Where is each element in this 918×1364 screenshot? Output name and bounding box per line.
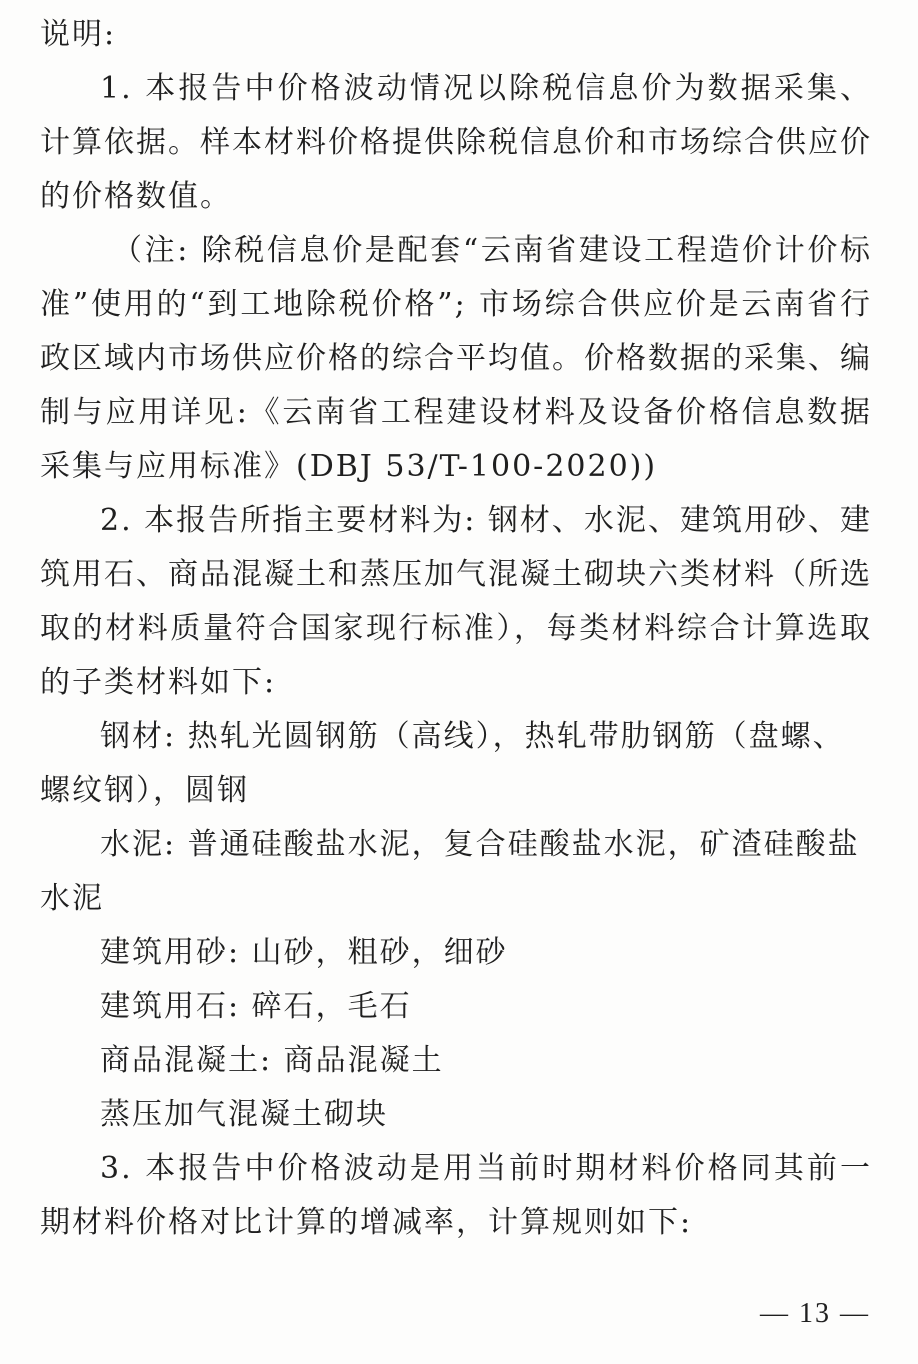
paragraph-3: 3. 本报告中价格波动是用当前时期材料价格同其前一期材料价格对比计算的增减率，计算规则如下: <box>40 1151 872 1240</box>
paragraph-1: 1. 本报告中价格波动情况以除税信息价为数据采集、计算依据。样本材料价格提供除税信息价和市场综合供应价的价格数值。 <box>40 71 872 214</box>
material-aerated-block: 蒸压加气混凝土砌块 <box>100 1097 388 1132</box>
material-stone: 建筑用石: 碎石，毛石 <box>100 989 412 1024</box>
material-sand: 建筑用砂: 山砂，粗砂，细砂 <box>100 935 508 970</box>
paragraph-note: （注: 除税信息价是配套“云南省建设工程造价计价标准”使用的“到工地除税价格”; 市场综合供应价是云南省行政区域内市场供应价格的综合平均值。价格数据的采集、编制与应用详见:《云南省工程建设材料及设备价格信息数据采集与应用标准》(DBJ 53/T-100-2020)) <box>40 233 872 484</box>
material-steel: 钢材: 热轧光圆钢筋（高线），热轧带肋钢筋（盘螺、螺纹钢），圆钢 <box>40 719 845 808</box>
material-cement: 水泥: 普通硅酸盐水泥，复合硅酸盐水泥，矿渣硅酸盐水泥 <box>40 827 860 916</box>
section-heading: 说明: <box>40 17 117 52</box>
material-concrete: 商品混凝土: 商品混凝土 <box>100 1043 444 1078</box>
paragraph-2: 2. 本报告所指主要材料为: 钢材、水泥、建筑用砂、建筑用石、商品混凝土和蒸压加气混凝土砌块六类材料（所选取的材料质量符合国家现行标准），每类材料综合计算选取的子类材料如下: <box>40 503 872 700</box>
document-body <box>40 8 872 1250</box>
page-number: — 13 — <box>760 1298 870 1329</box>
